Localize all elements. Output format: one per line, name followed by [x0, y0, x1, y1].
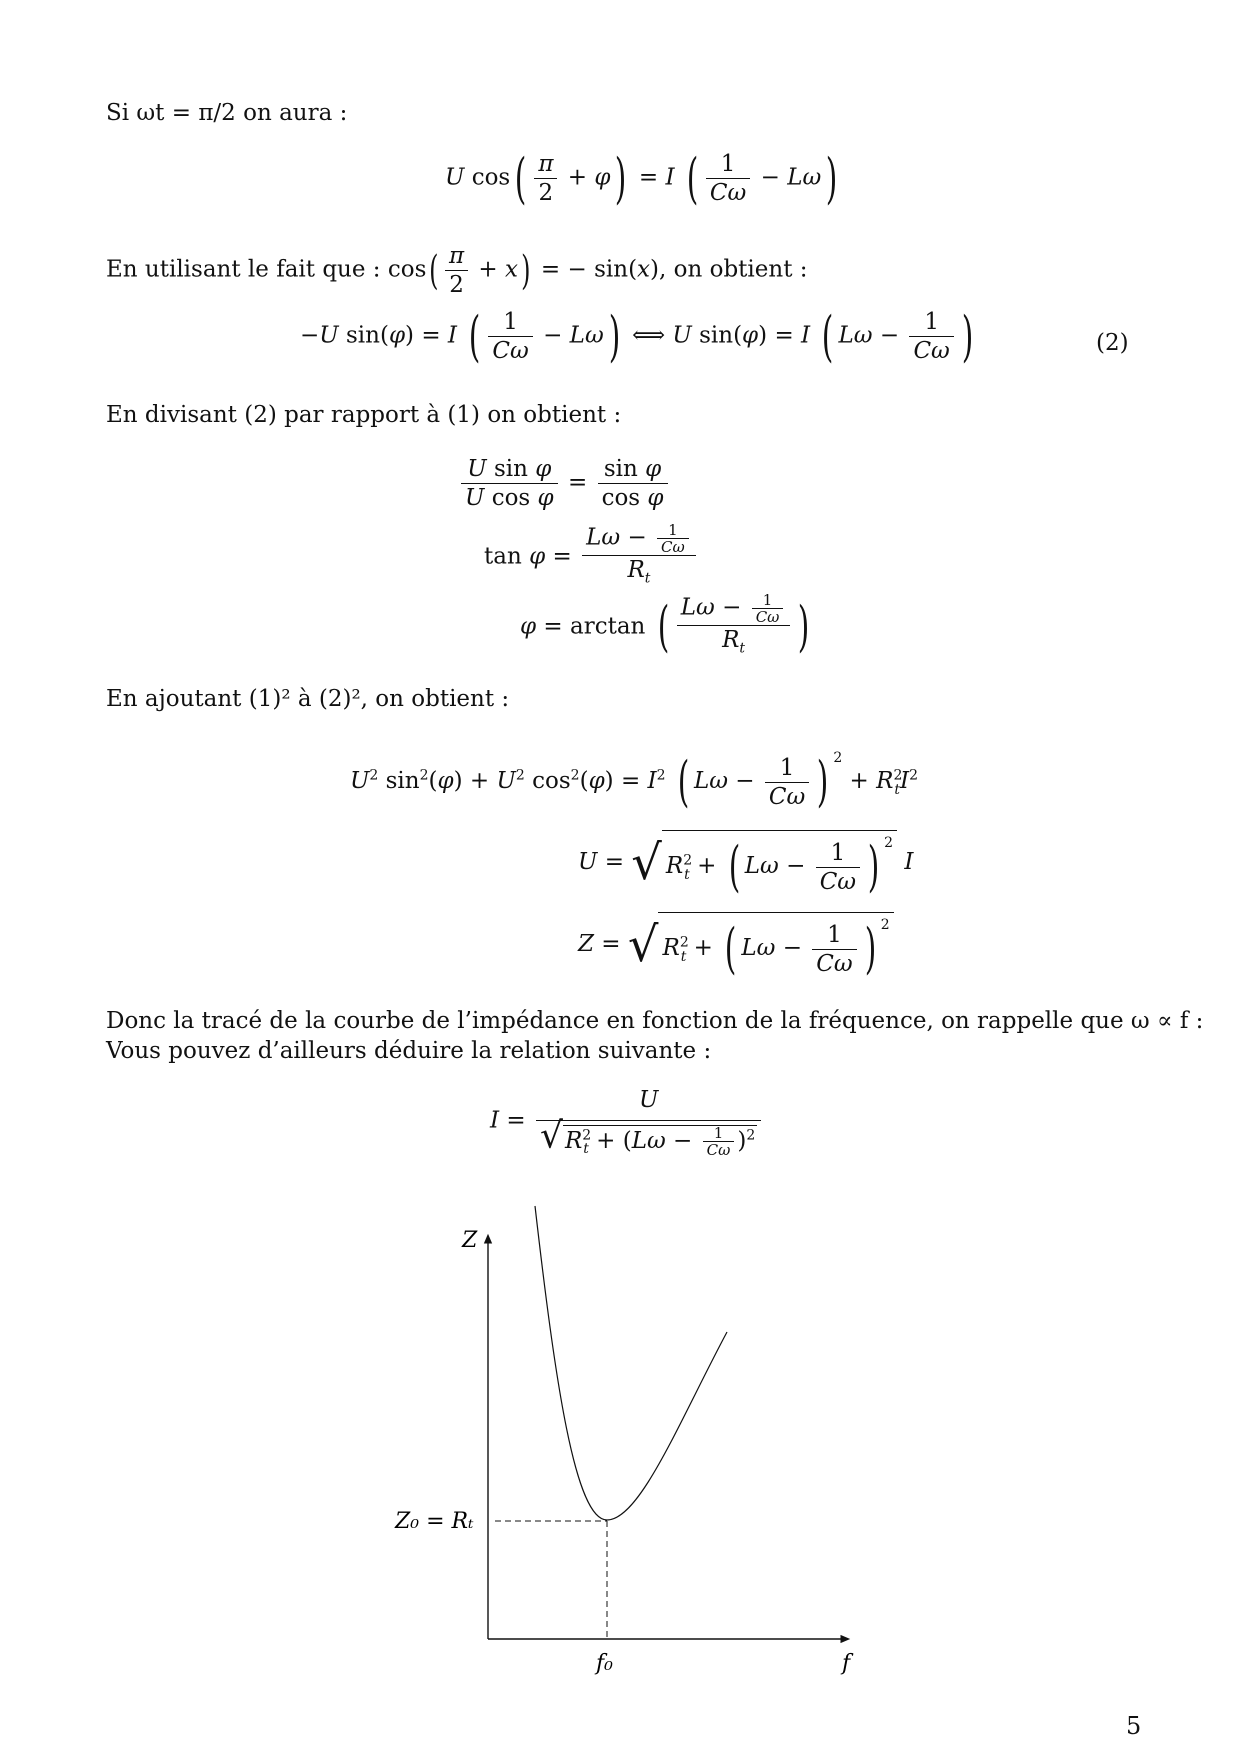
impedance-curve: [535, 1206, 727, 1520]
text-line-3: En divisant (2) par rapport à (1) on obtient :: [106, 402, 622, 428]
text-line-2-start: En utilisant le fait que :: [106, 256, 381, 283]
text-line-2-end: , on obtient :: [659, 256, 808, 283]
equation-tan: tan φ = Lω − $\frac{1}{C\omega}$ $R_t$: [484, 522, 699, 593]
f0-label: f₀: [596, 1651, 613, 1676]
equation-sin: −U sin(φ) = I ( $\frac{1}{C\omega}$ − Lω) ⟺ U sin(φ) = I ( Lω − $\frac{1}{C\omega}$ ): [300, 304, 974, 368]
equation-arctan: φ = arctan ( Lω − $\frac{1}{C\omega}$ $R_t$ ): [520, 591, 810, 659]
y-axis-label: Z: [462, 1228, 478, 1253]
equation-number: (2): [1096, 330, 1129, 356]
equation-Z: Z = √ $R^2_t$ + ( Lω − $\frac{1}{C\omega}$ ) $^2$: [578, 912, 894, 978]
x-axis-label: f: [842, 1651, 851, 1676]
page-number: 5: [1126, 1712, 1142, 1740]
text-line-1: Si ωt = π/2 on aura :: [106, 100, 348, 126]
equation-I: I = U $√R^2_t + (L\omega$ − $\frac{1}{C\omega}$ )$^2$: [490, 1080, 764, 1163]
text-line-2: En utilisant le fait que : cos( $\frac{\pi}{2}$ + x) = − sin(x), on obtient :: [106, 243, 808, 298]
equation-sum-squares: $U^2$ $\sin^2(\varphi) + U^2$ $\cos^2(\varphi) = I^2$ ( Lω − $\frac{1}{C\omega}$ ) $^2 + R^2_tI^2$: [350, 750, 919, 813]
equation-U: U = √ $R^2_t$ + ( Lω − $\frac{1}{C\omega}$ ) $^2$ I: [578, 830, 913, 896]
text-line-5a: Donc la tracé de la courbe de l’impédance en fonction de la fréquence, on rappelle que ω ∝ f :: [106, 1008, 1204, 1034]
text-line-4: En ajoutant (1)² à (2)², on obtient :: [106, 686, 510, 712]
z0-label: Z₀ = Rₜ: [395, 1509, 474, 1534]
equation-ratio: $\frac{\text{U sin φ}}{\text{U cos φ}}$ = $\frac{\text{sin φ}}{\text{cos φ}}$: [458, 455, 671, 512]
text-line-5b: Vous pouvez d’ailleurs déduire la relation suivante :: [106, 1038, 712, 1064]
equation-cos: U cos( $\frac{\pi}{2}$ + φ) = I ( $\frac{1}{C\omega}$ − Lω): [445, 146, 838, 210]
